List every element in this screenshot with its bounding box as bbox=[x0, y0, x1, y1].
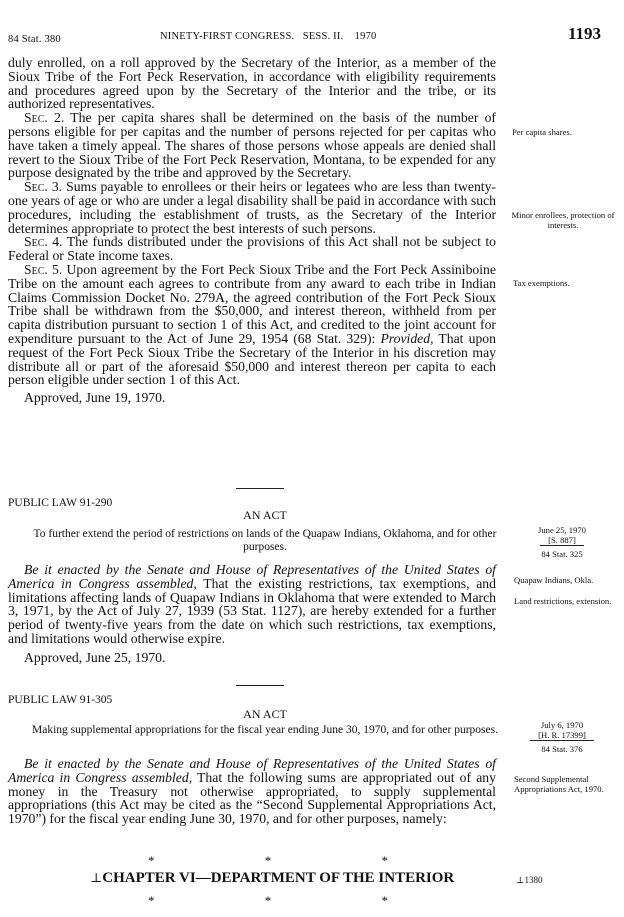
law-305-enacting-clause: Be it enacted by the Senate and House of Representatives of the United States of America in Congress assembled, bbox=[8, 756, 496, 785]
divider-rule-2 bbox=[236, 685, 284, 686]
section-5-text-a: Upon agreement by the Fort Peck Sioux Tribe and the Fort Peck Assiniboine Tribe on the amount each agrees to contribute from any award to each tribe in Indian Claims Commission Docket No. 279A, the agreed contribution of the Fort Peck Sioux Tribe shall be withdrawn from the $50,000, and interest thereon, withheld from per capita distribution pursuant to section 1 of this Act, and credited to the joint account for expenditure pursuant to the Act of June 29, 1954 (68 Stat. 329): bbox=[8, 261, 496, 346]
divider-rule bbox=[236, 488, 284, 489]
section-3-text: Sums payable to enrollees or their heirs or legatees who are less than twenty-one years of age or who are under a legal disability shall be paid in accordance with such procedures, including the establishment of trusts, as the Secretary of the Interior determines appropriate to protect the best interests of such persons. bbox=[8, 179, 496, 236]
law-305-note: Second Supplemental Appropriations Act, 1970. bbox=[514, 774, 604, 794]
law-305-bill: [H. R. 17399] bbox=[530, 730, 594, 741]
law-290-date: June 25, 1970 bbox=[538, 525, 586, 535]
law-305-stat: 84 Stat. 376 bbox=[541, 744, 583, 754]
law-290-enacting-clause: Be it enacted by the Senate and House of Representatives of the United States of America in Congress assembled, bbox=[8, 562, 496, 591]
section-tail-text bbox=[8, 56, 496, 405]
law-290-note-quapaw: Quapaw Indians, Okla. bbox=[514, 575, 594, 585]
section-5-text-b: That upon request of the Fort Peck Sioux Tribe the Secretary of the Interior in his discretion may distribute all or part of the aforesaid $50,000 and interest thereon per capita to each person eligible under section 1 of this Act. bbox=[8, 330, 496, 388]
header-stat-citation: 84 Stat. 380 bbox=[8, 34, 61, 45]
section-4-text: The funds distributed under the provisions of this Act shall not be subject to Federal or State income taxes. bbox=[8, 234, 496, 264]
public-law-91-290-heading: PUBLIC LAW 91-290 bbox=[8, 497, 113, 509]
an-act-heading-305: AN ACT bbox=[243, 707, 287, 721]
margin-note-tax: Tax exemptions. bbox=[513, 278, 570, 288]
public-law-91-305-heading: PUBLIC LAW 91-305 bbox=[8, 694, 113, 706]
law-305-purpose: Making supplemental appropriations for the fiscal year ending June 30, 1970, and for other purposes. bbox=[32, 724, 498, 736]
law-290-paragraph bbox=[8, 563, 496, 646]
section-2-paragraph bbox=[8, 111, 496, 180]
margin-note-minor: Minor enrollees, protection of interests. bbox=[511, 210, 615, 230]
ellipsis-stars-bottom bbox=[148, 893, 388, 909]
section-5-provided: Provided, bbox=[380, 330, 434, 346]
section-2-label: Sec. 2. bbox=[24, 110, 65, 126]
chapter-heading: ⊥CHAPTER VI—DEPARTMENT OF THE INTERIOR bbox=[90, 870, 455, 886]
star: * bbox=[264, 893, 272, 908]
header-congress-session: NINETY-FIRST CONGRESS. SESS. II. 1970 bbox=[160, 31, 377, 42]
law-290-bill: [S. 887] bbox=[540, 535, 584, 546]
section-4-label: Sec. 4. bbox=[24, 234, 63, 250]
law-290-note-land: Land restrictions, extension. bbox=[514, 596, 612, 606]
star: * bbox=[148, 853, 155, 868]
section-5-label: Sec. 5. bbox=[24, 261, 63, 277]
chapter-title: CHAPTER VI—DEPARTMENT OF THE INTERIOR bbox=[102, 870, 455, 886]
approved-june-25: Approved, June 25, 1970. bbox=[24, 649, 166, 665]
section-2-text: The per capita shares shall be determined on the basis of the number of persons eligible for per capitas and the number of persons rejected for per capitas who have taken a timely appeal. The shares of those persons whose appeals are denied shall revert to the Sioux Tribe of the Fort Peck Reservation, Montana, to be expended for any purpose designated by the tribe and approved by the Secretary. bbox=[8, 110, 496, 181]
footer-stat-mark: ⊥1380 bbox=[516, 875, 543, 885]
law-290-body bbox=[8, 563, 496, 665]
law-305-date: July 6, 1970 bbox=[540, 720, 584, 730]
law-305-paragraph bbox=[8, 757, 496, 826]
law-305-text: That the following sums are appropriated out of any money in the Treasury not otherwise appropriated, to supply supplemental appropriations (this Act may be cited as the “Second Supplemental Appropriations Act, 1970”) for the fiscal year ending June 30, 1970, and for other purposes, namely: bbox=[8, 769, 496, 827]
section-5-paragraph bbox=[8, 263, 496, 387]
section-3-paragraph bbox=[8, 180, 496, 235]
ellipsis-stars-top bbox=[148, 853, 388, 869]
law-290-sidebar bbox=[507, 525, 617, 559]
continuation-paragraph: duly enrolled, on a roll approved by the Secretary of the Interior, as a member of the Sioux Tribe of the Fort Peck Reservation, in accordance with eligibility requirements and procedures agreed upon by the Secretary of the Interior and the tribe, or its authorized representatives. bbox=[8, 55, 496, 112]
law-290-text: That the existing restrictions, tax exemptions, and limitations affecting lands of Quapaw Indians in Oklahoma that were extended to March 3, 1971, by the Act of July 27, 1939 (53 Stat. 1127), are hereby extended for a further period of twenty-five years from the date on which such restrictions, tax exemptions, and limitations would otherwise expire. bbox=[8, 575, 496, 646]
star: * bbox=[381, 893, 388, 908]
law-290-purpose: To further extend the period of restrictions on lands of the Quapaw Indians, Oklahoma, and for other purposes. bbox=[33, 528, 497, 553]
star: * bbox=[381, 853, 388, 868]
star: * bbox=[264, 853, 272, 868]
page-number: 1193 bbox=[568, 24, 602, 43]
an-act-heading-290: AN ACT bbox=[243, 508, 287, 522]
law-305-body bbox=[8, 757, 496, 826]
section-3-label: Sec. 3. bbox=[24, 179, 63, 195]
margin-note-per-capita: Per capita shares. bbox=[512, 127, 572, 137]
law-305-sidebar bbox=[507, 720, 617, 754]
star: * bbox=[148, 893, 155, 908]
law-290-stat: 84 Stat. 325 bbox=[541, 549, 583, 559]
approved-june-19: Approved, June 19, 1970. bbox=[24, 390, 166, 406]
section-4-paragraph bbox=[8, 235, 496, 263]
